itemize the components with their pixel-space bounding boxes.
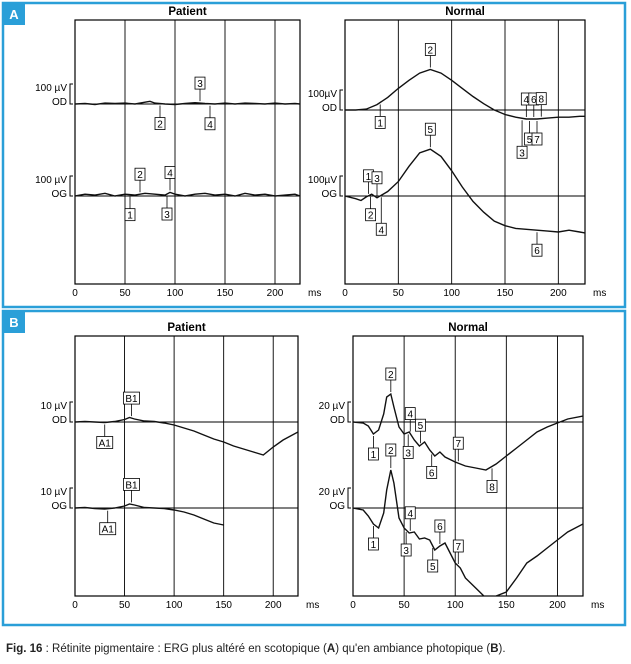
x-tick-label: 0 (72, 288, 78, 299)
x-tick-label: 100 (443, 288, 461, 299)
x-tick-label: 100 (446, 600, 464, 611)
x-unit-label: ms (593, 288, 607, 299)
chart-a-patient (35, 6, 321, 299)
marker-label: 2 (388, 370, 394, 381)
marker-label: 3 (519, 148, 525, 160)
x-tick-label: 50 (118, 600, 131, 611)
marker-label: 2 (388, 446, 394, 457)
chart-a-normal (308, 6, 606, 299)
trace-og (75, 192, 300, 196)
marker-label: 3 (374, 173, 380, 185)
marker-label: 8 (489, 482, 495, 494)
panel-a (3, 3, 625, 307)
channel-label: OG (321, 189, 337, 200)
scale-label: 20 µV (318, 401, 345, 412)
x-unit-label: ms (308, 288, 322, 299)
marker-label: 5 (526, 135, 533, 146)
x-tick-label: 150 (497, 600, 515, 611)
marker-label: 2 (137, 170, 143, 182)
marker-label: 1 (370, 540, 377, 551)
marker-label: 7 (455, 542, 462, 553)
marker-label: 2 (157, 119, 163, 131)
scale-label: 20 µV (318, 487, 345, 498)
x-tick-label: 100 (166, 288, 184, 299)
x-tick-label: 0 (342, 288, 348, 299)
marker-label: 2 (427, 45, 434, 57)
marker-label: 1 (127, 210, 133, 222)
marker-label: 6 (531, 95, 537, 106)
x-unit-label: ms (306, 600, 320, 611)
channel-label: OD (52, 415, 67, 426)
charts-layer (35, 6, 606, 611)
x-tick-label: 150 (216, 288, 234, 299)
trace-og (75, 504, 224, 525)
chart-b-patient (41, 322, 320, 611)
marker-label: 1 (365, 171, 372, 183)
marker-label: 4 (167, 168, 173, 180)
caption-a: A (326, 643, 336, 655)
trace-od (353, 394, 583, 470)
caption-b: B (490, 643, 499, 655)
panel-a-border (3, 3, 625, 307)
caption-end: ). (498, 643, 506, 655)
calibration-bar (70, 402, 73, 422)
chart-title: Normal (448, 322, 488, 334)
plot-frame (75, 20, 300, 284)
x-tick-label: 200 (549, 288, 567, 299)
x-tick-label: 200 (266, 288, 284, 299)
channel-label: OG (51, 189, 67, 200)
marker-label: 3 (197, 79, 203, 91)
calibration-bar (70, 176, 73, 196)
scale-label: 100µV (307, 89, 337, 100)
plot-frame (345, 20, 585, 284)
marker-label: 4 (523, 95, 530, 106)
chart-title: Patient (168, 6, 207, 18)
marker-label: 3 (405, 448, 411, 460)
marker-label: B1 (125, 394, 138, 406)
calibration-bar (348, 402, 351, 422)
marker-label: 6 (428, 468, 435, 480)
scale-label: 100 µV (35, 175, 67, 186)
x-tick-label: 150 (496, 288, 514, 299)
calibration-bar (340, 176, 343, 196)
scale-label: 10 µV (40, 401, 67, 412)
caption-mid: ) qu'en ambiance photopique ( (335, 643, 491, 655)
marker-label: 7 (455, 439, 462, 451)
x-tick-label: 200 (549, 600, 566, 611)
marker-label: 4 (407, 508, 414, 520)
panel-b-tag-label: B (9, 315, 19, 330)
caption-text: : Rétinite pigmentaire : ERG plus altéré en scotopique ( (42, 643, 327, 655)
marker-label: 3 (403, 546, 409, 557)
x-tick-label: 50 (119, 288, 131, 299)
calibration-bar (348, 488, 351, 508)
marker-label: 2 (367, 210, 374, 222)
marker-label: 1 (377, 118, 383, 130)
calibration-bar (70, 84, 73, 104)
trace-og (353, 470, 583, 598)
panel-a-tag-label: A (9, 7, 19, 22)
marker-label: 1 (370, 450, 377, 461)
scale-label: 100 µV (35, 83, 67, 94)
plot-frame (75, 336, 298, 596)
scale-label: 100µV (307, 175, 337, 186)
marker-label: A1 (101, 524, 114, 536)
chart-title: Normal (445, 6, 485, 18)
marker-label: 4 (207, 119, 213, 131)
marker-label: 4 (378, 225, 385, 237)
x-tick-label: 100 (165, 600, 183, 611)
marker-label: 6 (534, 246, 540, 258)
scale-label: 10 µV (40, 487, 67, 498)
x-tick-label: 0 (72, 600, 78, 611)
calibration-bar (340, 90, 343, 110)
x-tick-label: 200 (264, 600, 282, 611)
x-tick-label: 50 (398, 600, 410, 611)
calibration-bar (70, 488, 73, 508)
x-unit-label: ms (591, 600, 605, 611)
marker-label: 7 (534, 135, 540, 146)
marker-label: 8 (538, 94, 545, 106)
channel-label: OD (322, 103, 337, 114)
x-tick-label: 0 (350, 600, 356, 611)
marker-label: A1 (98, 438, 111, 450)
channel-label: OG (329, 501, 345, 512)
figure-caption (6, 643, 626, 655)
marker-label: 5 (427, 125, 434, 137)
chart-title: Patient (167, 322, 206, 334)
trace-od (345, 70, 585, 120)
panel-b (3, 311, 625, 625)
chart-b-normal (319, 322, 605, 611)
panel-b-border (3, 311, 625, 625)
channel-label: OD (52, 97, 67, 108)
marker-label: 6 (437, 522, 443, 533)
marker-label: B1 (125, 480, 138, 492)
marker-label: 5 (417, 421, 424, 433)
x-tick-label: 50 (392, 288, 404, 299)
marker-label: 5 (429, 562, 436, 573)
marker-label: 4 (407, 409, 414, 421)
x-tick-label: 150 (215, 600, 233, 611)
channel-label: OD (330, 415, 345, 426)
channel-label: OG (51, 501, 67, 512)
marker-label: 3 (164, 210, 170, 222)
caption-label: Fig. 16 (6, 643, 43, 655)
